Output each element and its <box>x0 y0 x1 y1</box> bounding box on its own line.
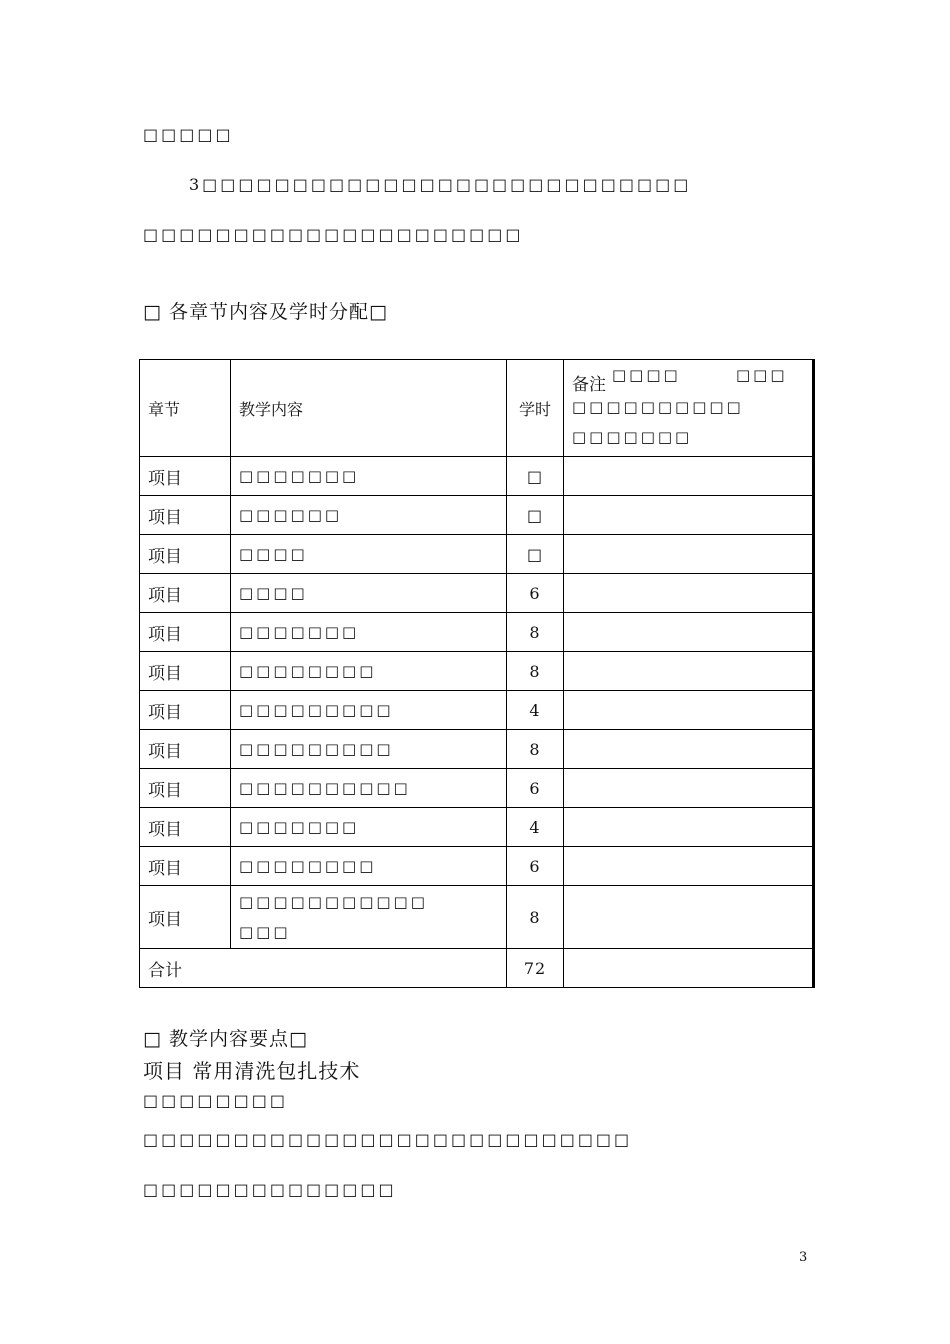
table-header-row <box>140 360 814 457</box>
cell-chapter: 项目 <box>140 730 231 769</box>
body-line-6: □□□□□□□□□□□□□□ <box>143 1180 397 1199</box>
cell-content: □□□□□□□ <box>231 457 507 496</box>
total-remark <box>564 949 814 988</box>
header-hours: 学时 <box>507 360 564 457</box>
cell-remark <box>564 691 814 730</box>
body-line-3: □□□□□□□□□□□□□□□□□□□□□ <box>143 225 524 244</box>
body-line-1: □□□□□ <box>143 125 234 144</box>
cell-remark <box>564 886 814 949</box>
table-row <box>140 808 814 847</box>
cell-chapter: 项目 <box>140 457 231 496</box>
table-row <box>140 691 814 730</box>
header-remark <box>564 360 814 457</box>
table-row <box>140 886 814 949</box>
cell-hours: 6 <box>507 574 564 613</box>
section-heading-teaching: □ 教学内容要点□ <box>143 1028 308 1050</box>
page-number: 3 <box>799 1250 808 1265</box>
cell-content: □□□□□□□ <box>231 613 507 652</box>
cell-hours: □ <box>507 457 564 496</box>
header-content: 教学内容 <box>231 360 507 457</box>
table-row <box>140 730 814 769</box>
cell-chapter: 项目 <box>140 574 231 613</box>
cell-content <box>231 886 507 949</box>
cell-chapter: 项目 <box>140 847 231 886</box>
cell-remark <box>564 574 814 613</box>
cell-chapter: 项目 <box>140 691 231 730</box>
cell-content: □□□□□□□ <box>231 808 507 847</box>
hours-table <box>139 359 815 988</box>
table-row <box>140 574 814 613</box>
table-row <box>140 535 814 574</box>
cell-remark <box>564 613 814 652</box>
header-remark-line3: □□□□□□□ <box>572 428 693 446</box>
cell-hours: 6 <box>507 769 564 808</box>
header-remark-line1a: □□□□ <box>612 366 681 384</box>
cell-content: □□□□□□□□ <box>231 847 507 886</box>
project-heading: 项目 常用清洗包扎技术 <box>143 1059 361 1083</box>
body-line-2: 3□□□□□□□□□□□□□□□□□□□□□□□□□□□ <box>189 175 692 194</box>
cell-remark <box>564 457 814 496</box>
cell-hours: 8 <box>507 613 564 652</box>
cell-content-line2: □□□ <box>239 923 291 941</box>
cell-content: □□□□□□□□ <box>231 652 507 691</box>
table-row <box>140 496 814 535</box>
cell-chapter: 项目 <box>140 886 231 949</box>
cell-hours: 8 <box>507 730 564 769</box>
cell-remark <box>564 535 814 574</box>
cell-chapter: 项目 <box>140 652 231 691</box>
cell-content: □□□□□□□□□ <box>231 730 507 769</box>
table-row <box>140 769 814 808</box>
cell-remark <box>564 496 814 535</box>
header-remark-line1b: □□□ <box>736 366 788 384</box>
table-row <box>140 613 814 652</box>
cell-content: □□□□ <box>231 574 507 613</box>
table-row <box>140 457 814 496</box>
cell-content: □□□□□□ <box>231 496 507 535</box>
cell-remark <box>564 730 814 769</box>
table-row <box>140 652 814 691</box>
header-remark-label: 备注 <box>572 375 606 395</box>
cell-content-line1: □□□□□□□□□□□ <box>239 893 428 911</box>
table-total-row <box>140 949 814 988</box>
table-row <box>140 847 814 886</box>
cell-chapter: 项目 <box>140 808 231 847</box>
cell-hours: 6 <box>507 847 564 886</box>
cell-chapter: 项目 <box>140 613 231 652</box>
total-hours: 72 <box>507 949 564 988</box>
body-line-4: □□□□□□□□ <box>143 1091 288 1110</box>
section-heading-hours: □ 各章节内容及学时分配□ <box>143 301 388 323</box>
cell-remark <box>564 652 814 691</box>
cell-content: □□□□□□□□□□ <box>231 769 507 808</box>
cell-hours: 8 <box>507 886 564 949</box>
cell-hours: 8 <box>507 652 564 691</box>
cell-hours: □ <box>507 535 564 574</box>
cell-remark <box>564 769 814 808</box>
header-chapter: 章节 <box>140 360 231 457</box>
cell-chapter: 项目 <box>140 535 231 574</box>
cell-chapter: 项目 <box>140 769 231 808</box>
cell-content: □□□□□□□□□ <box>231 691 507 730</box>
cell-hours: 4 <box>507 808 564 847</box>
cell-remark <box>564 847 814 886</box>
total-label: 合计 <box>140 949 507 988</box>
cell-chapter: 项目 <box>140 496 231 535</box>
body-line-5: □□□□□□□□□□□□□□□□□□□□□□□□□□□ <box>143 1130 633 1149</box>
header-remark-line2: □□□□□□□□□□ <box>572 398 744 416</box>
cell-hours: 4 <box>507 691 564 730</box>
cell-remark <box>564 808 814 847</box>
cell-content: □□□□ <box>231 535 507 574</box>
cell-hours: □ <box>507 496 564 535</box>
